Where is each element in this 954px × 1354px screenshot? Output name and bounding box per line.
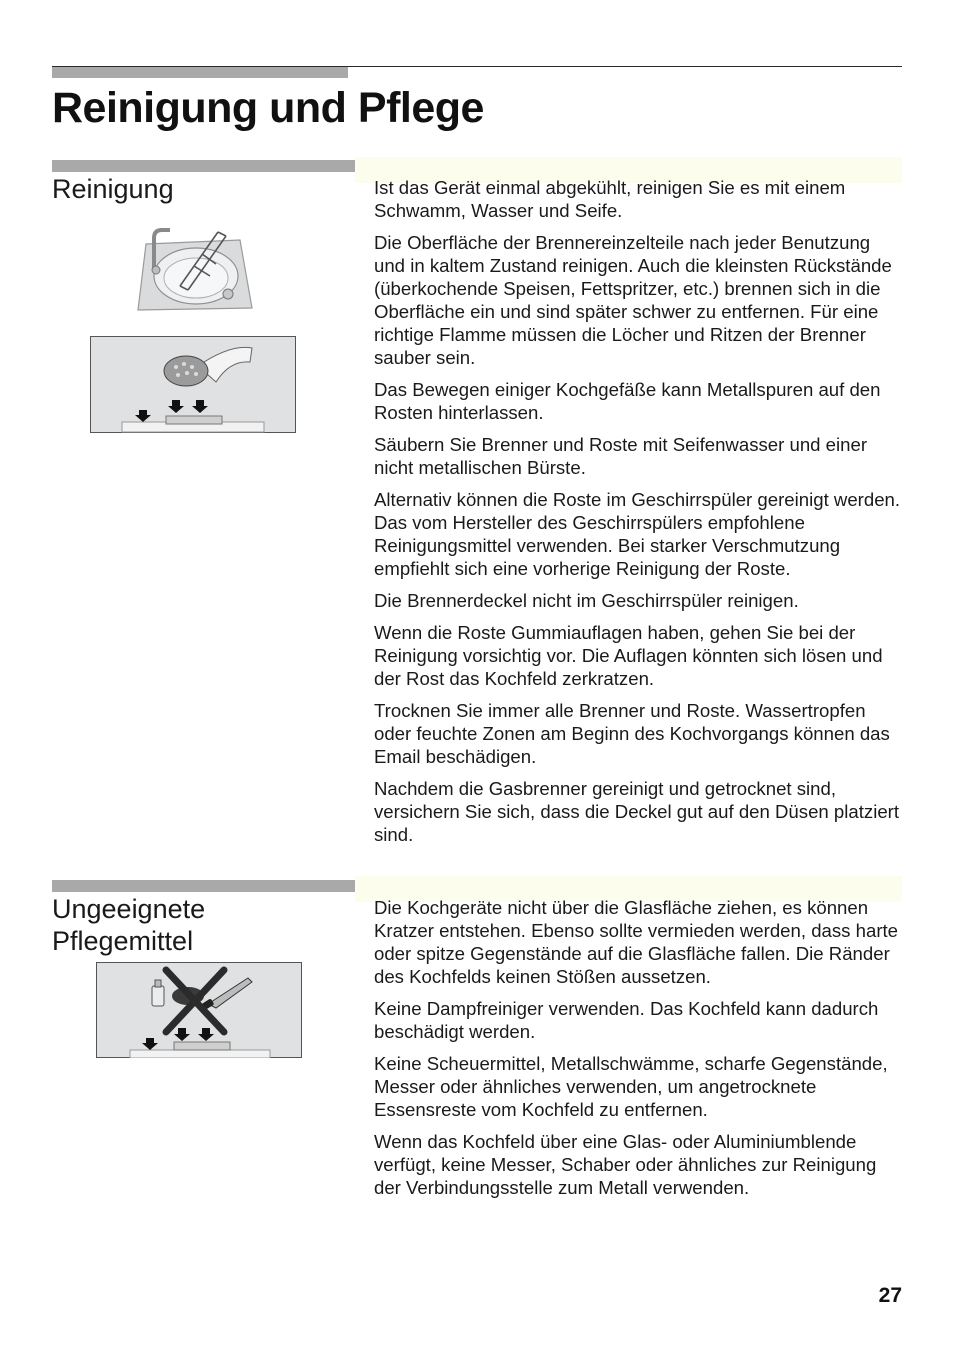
paragraph: Nachdem die Gasbrenner gereinigt und getrocknet sind, versichern Sie sich, dass die Deckel gut auf den Düsen platziert sind.	[374, 778, 900, 845]
paragraph: Alternativ können die Roste im Geschirrspüler gereinigt werden. Das vom Hersteller des Geschirrspülers empfohlene Reinigungsmittel verwenden. Bei starker Verschmutzung empfiehlt sich eine vorherige Reinigung der Roste.	[374, 489, 901, 579]
paragraph: Trocknen Sie immer alle Brenner und Roste. Wassertropfen oder feuchte Zonen am Beginn des Kochvorgangs können das Email beschädigen.	[374, 700, 890, 767]
heading-line: Pflegemittel	[52, 926, 194, 956]
page-number: 27	[878, 1284, 902, 1307]
section-heading-pflegemittel	[52, 893, 205, 957]
paragraph: Wenn das Kochfeld über eine Glas- oder Aluminiumblende verfügt, keine Messer, Schaber oder ähnliches zur Reinigung der Verbindungsstelle zum Metall verwenden.	[374, 1131, 877, 1198]
paragraph: Wenn die Roste Gummiauflagen haben, gehen Sie bei der Reinigung vorsichtig vor. Die Auflagen könnten sich lösen und der Rost das Kochfeld zerkratzen.	[374, 622, 883, 689]
sponge-cleaning-icon	[90, 336, 296, 433]
top-accent-bar	[52, 67, 348, 78]
paragraph: Die Oberfläche der Brennereinzelteile nach jeder Benutzung und in kaltem Zustand reinigen. Auch die kleinsten Rückstände (überkochende Speisen, Fettspritzer, etc.) brennen sich in die Oberfläche ein und sind später schwer zu entfernen. Für eine richtige Flamme müssen die Löcher und Ritzen der Brenner sauber sein.	[374, 232, 892, 368]
page-title: Reinigung und Pflege	[52, 84, 484, 132]
section-heading-reinigung: Reinigung	[52, 174, 174, 204]
reinigung-body	[374, 176, 904, 855]
paragraph: Säubern Sie Brenner und Roste mit Seifenwasser und einer nicht metallischen Bürste.	[374, 434, 868, 478]
pflegemittel-body	[374, 896, 904, 1208]
heading-line: Ungeeignete	[52, 894, 206, 924]
paragraph: Die Brennerdeckel nicht im Geschirrspüler reinigen.	[374, 590, 799, 611]
paragraph: Keine Dampfreiniger verwenden. Das Kochfeld kann dadurch beschädigt werden.	[374, 998, 879, 1042]
section-bar-pflegemittel	[52, 880, 355, 892]
paragraph: Ist das Gerät einmal abgekühlt, reinigen Sie es mit einem Schwamm, Wasser und Seife.	[374, 177, 846, 221]
dishwasher-sink-icon	[136, 224, 254, 314]
prohibited-tools-icon	[96, 962, 302, 1058]
paragraph: Das Bewegen einiger Kochgefäße kann Metallspuren auf den Rosten hinterlassen.	[374, 379, 881, 423]
paragraph: Keine Scheuermittel, Metallschwämme, scharfe Gegenstände, Messer oder ähnliches verwenden, um angetrocknete Essensreste vom Kochfeld zu entfernen.	[374, 1053, 888, 1120]
paragraph: Die Kochgeräte nicht über die Glasfläche ziehen, es können Kratzer entstehen. Ebenso sollte vermieden werden, dass harte oder spitze Gegenstände auf die Glasfläche fallen. Die Ränder des Kochfelds keinen Stößen aussetzen.	[374, 897, 899, 987]
section-bar-reinigung	[52, 160, 355, 172]
